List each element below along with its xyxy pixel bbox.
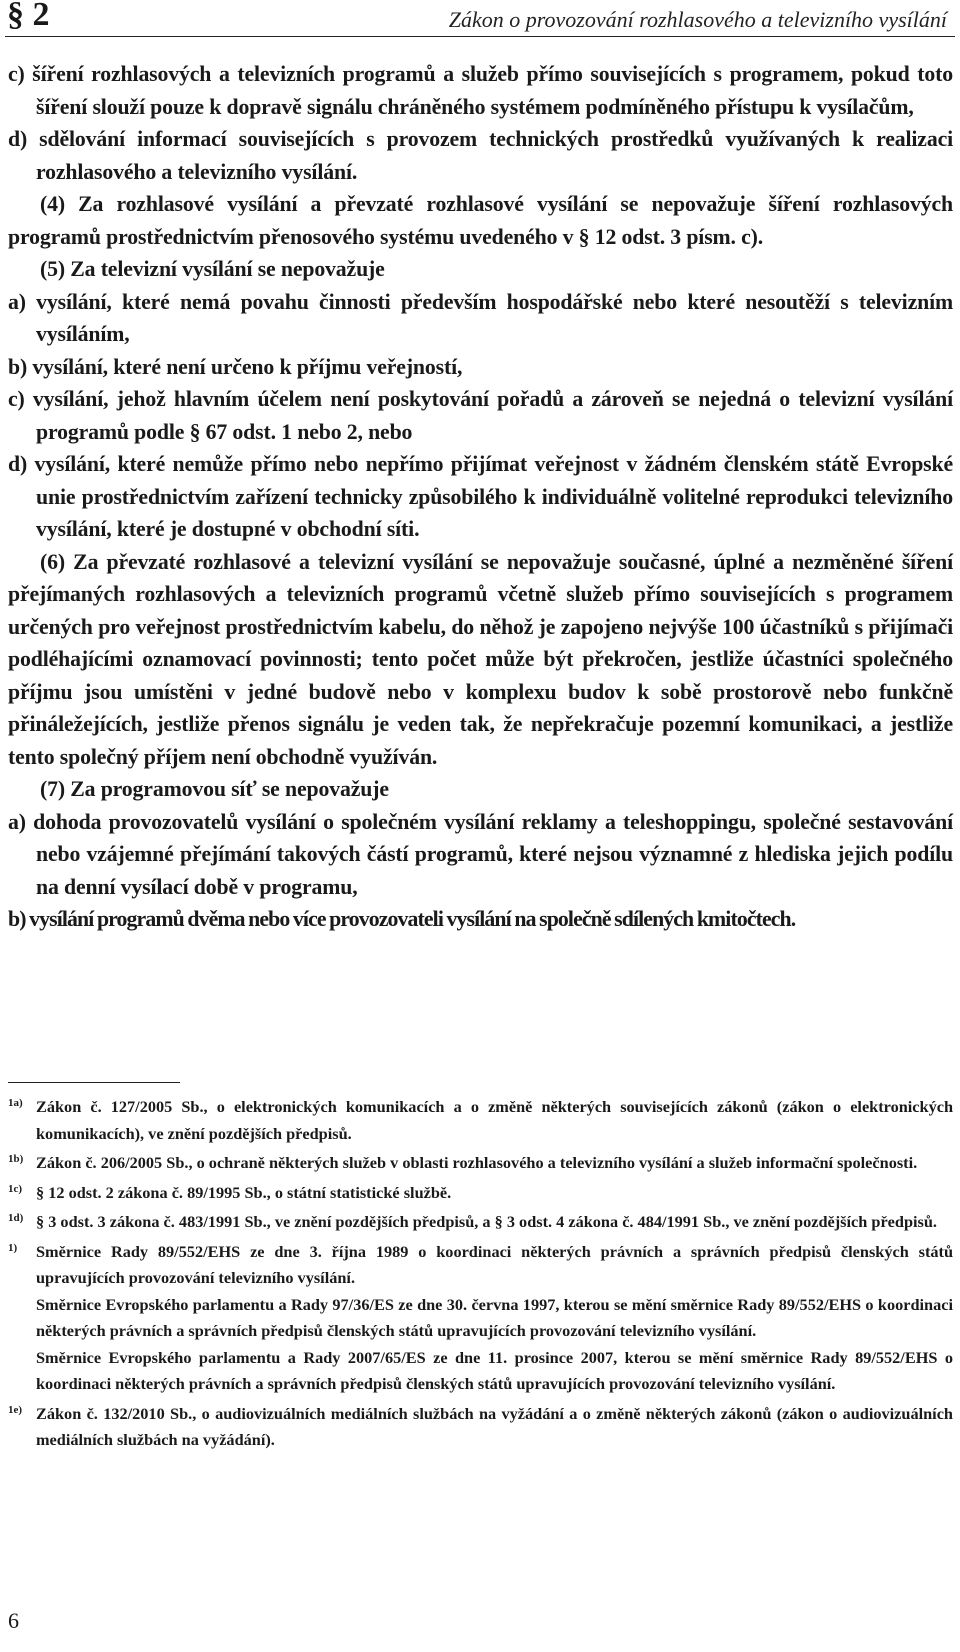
paragraph-7-item-a: a) dohoda provozovatelů vysílání o společném vysílání reklamy a teleshoppingu, společné sestavování nebo vzájemné přejímání takových částí programů, které nejsou významné z hlediska jejich podílu na denní vysílací době v programu,: [8, 809, 953, 899]
paragraph-5-intro: (5) Za televizní vysílání se nepovažuje: [40, 257, 385, 281]
footnote-marker: 1b): [8, 1153, 24, 1165]
footnote-1c: [8, 1180, 953, 1207]
footnote-1d: [8, 1209, 953, 1236]
footnote-1b: [8, 1150, 953, 1177]
footnote-marker: 1d): [8, 1212, 24, 1224]
footnote-marker: 1a): [8, 1097, 23, 1109]
paragraph-7-intro: (7) Za programovou síť se nepovažuje: [40, 777, 389, 801]
footnote-marker: 1c): [8, 1182, 23, 1195]
paragraph-5-item-d: d) vysílání, které nemůže přímo nebo nepřímo přijímat veřejnost v žádném členském státě Evropské unie prostřednictvím zařízení technicky způsobilého k individuálně volitelné reprodukci televizního vysílání, které je dostupné v obchodní síti.: [8, 452, 953, 541]
footnote-1a: [8, 1094, 953, 1147]
footnote-1e: [8, 1401, 953, 1454]
footnote-text: Zákon č. 206/2005 Sb., o ochraně některých služeb v oblasti rozhlasového a televizního vysílání a služeb informační společnosti.: [36, 1153, 918, 1172]
footnote-separator: [8, 1082, 180, 1083]
footnote-text: § 3 odst. 3 zákona č. 483/1991 Sb., ve znění pozdějších předpisů, a § 3 odst. 4 zákona č. 484/1991 Sb., ve znění pozdějších předpisů.: [36, 1212, 937, 1231]
footnote-marker: 1e): [8, 1403, 23, 1416]
item-d-technical-info: d) sdělování informací souvisejících s provozem technických prostředků využívaných k realizaci rozhlasového a televizního vysílání.: [8, 127, 953, 184]
paragraph-5-item-a: a) vysílání, které nemá povahu činnosti především hospodářské nebo které nesoutěží s televizním vysíláním,: [8, 289, 953, 346]
footnote-1: [8, 1239, 953, 1398]
footnote-text: Směrnice Evropského parlamentu a Rady 2007/65/ES ze dne 11. prosince 2007, kterou se mění směrnice Rady 89/552/EHS o koordinaci některých právních a správních předpisů členských států upravujících provozování televizního vysílání.: [36, 1347, 953, 1393]
footnote-text: Zákon č. 132/2010 Sb., o audiovizuálních mediálních službách na vyžádání a o změně některých zákonů (zákon o audiovizuálních mediálních službách na vyžádání).: [36, 1403, 953, 1449]
paragraph-7-item-b: b) vysílání programů dvěma nebo více provozovateli vysílání na společně sdílených kmitočtech.: [8, 907, 796, 931]
item-c-signal-transport: c) šíření rozhlasových a televizních programů a služeb přímo souvisejících s programem, pokud toto šíření slouží pouze k dopravě signálu chráněného systémem podmíněného přístupu k vysílačům,: [8, 62, 953, 119]
footnote-text: § 12 odst. 2 zákona č. 89/1995 Sb., o státní statistické službě.: [36, 1182, 452, 1202]
footnote-text: Směrnice Rady 89/552/EHS ze dne 3. října 1989 o koordinaci některých právních a správních předpisů členských států upravujících provozování televizního vysílání.: [36, 1241, 953, 1287]
paragraph-6: (6) Za převzaté rozhlasové a televizní vysílání se nepovažuje současné, úplné a nezměněné šíření přejímaných rozhlasových a televizních programů včetně služeb přímo souvisejících s programem určených pro veřejnost prostřednictvím kabelu, do něhož je zapojeno nejvýše 100 účastníků s přijímači podléhajícími oznamovací povinnosti; tento počet může být překročen, jestliže účastníci společného příjmu jsou umístěni v jedné budově nebo v komplexu budov k sobě prostorově nebo funkčně přináležejících, jestliže přenos signálu je veden tak, že nepřekračuje pozemní komunikaci, a jestliže tento společný příjem není obchodně využíván.: [8, 549, 953, 769]
running-header: [5, 0, 955, 37]
footnote-text: Zákon č. 127/2005 Sb., o elektronických komunikacích a o změně některých souvisejících zákonů (zákon o elektronických komunikacích), ve znění pozdějších předpisů.: [36, 1097, 953, 1143]
paragraph-5-item-b: b) vysílání, které není určeno k příjmu veřejností,: [8, 354, 463, 379]
footnotes: [8, 1094, 953, 1457]
page-number: 6: [8, 1608, 19, 1633]
footnote-marker: 1): [8, 1241, 18, 1254]
paragraph-5-item-c: c) vysílání, jehož hlavním účelem není poskytování pořadů a zároveň se nejedná o televizní vysílání programů podle § 67 odst. 1 nebo 2, nebo: [8, 387, 953, 444]
section-mark: § 2: [7, 0, 50, 33]
running-title: Zákon o provozování rozhlasového a televizního vysílání: [448, 7, 947, 32]
footnote-text: Směrnice Evropského parlamentu a Rady 97/36/ES ze dne 30. června 1997, kterou se mění směrnice Rady 89/552/EHS o koordinaci některých právních a správních předpisů členských států upravujících provozování televizního vysílání.: [36, 1294, 953, 1340]
law-text: [8, 58, 953, 936]
paragraph-4: (4) Za rozhlasové vysílání a převzaté rozhlasové vysílání se nepovažuje šíření rozhlasových programů prostřednictvím přenosového systému uvedeného v § 12 odst. 3 písm. c).: [8, 192, 953, 249]
